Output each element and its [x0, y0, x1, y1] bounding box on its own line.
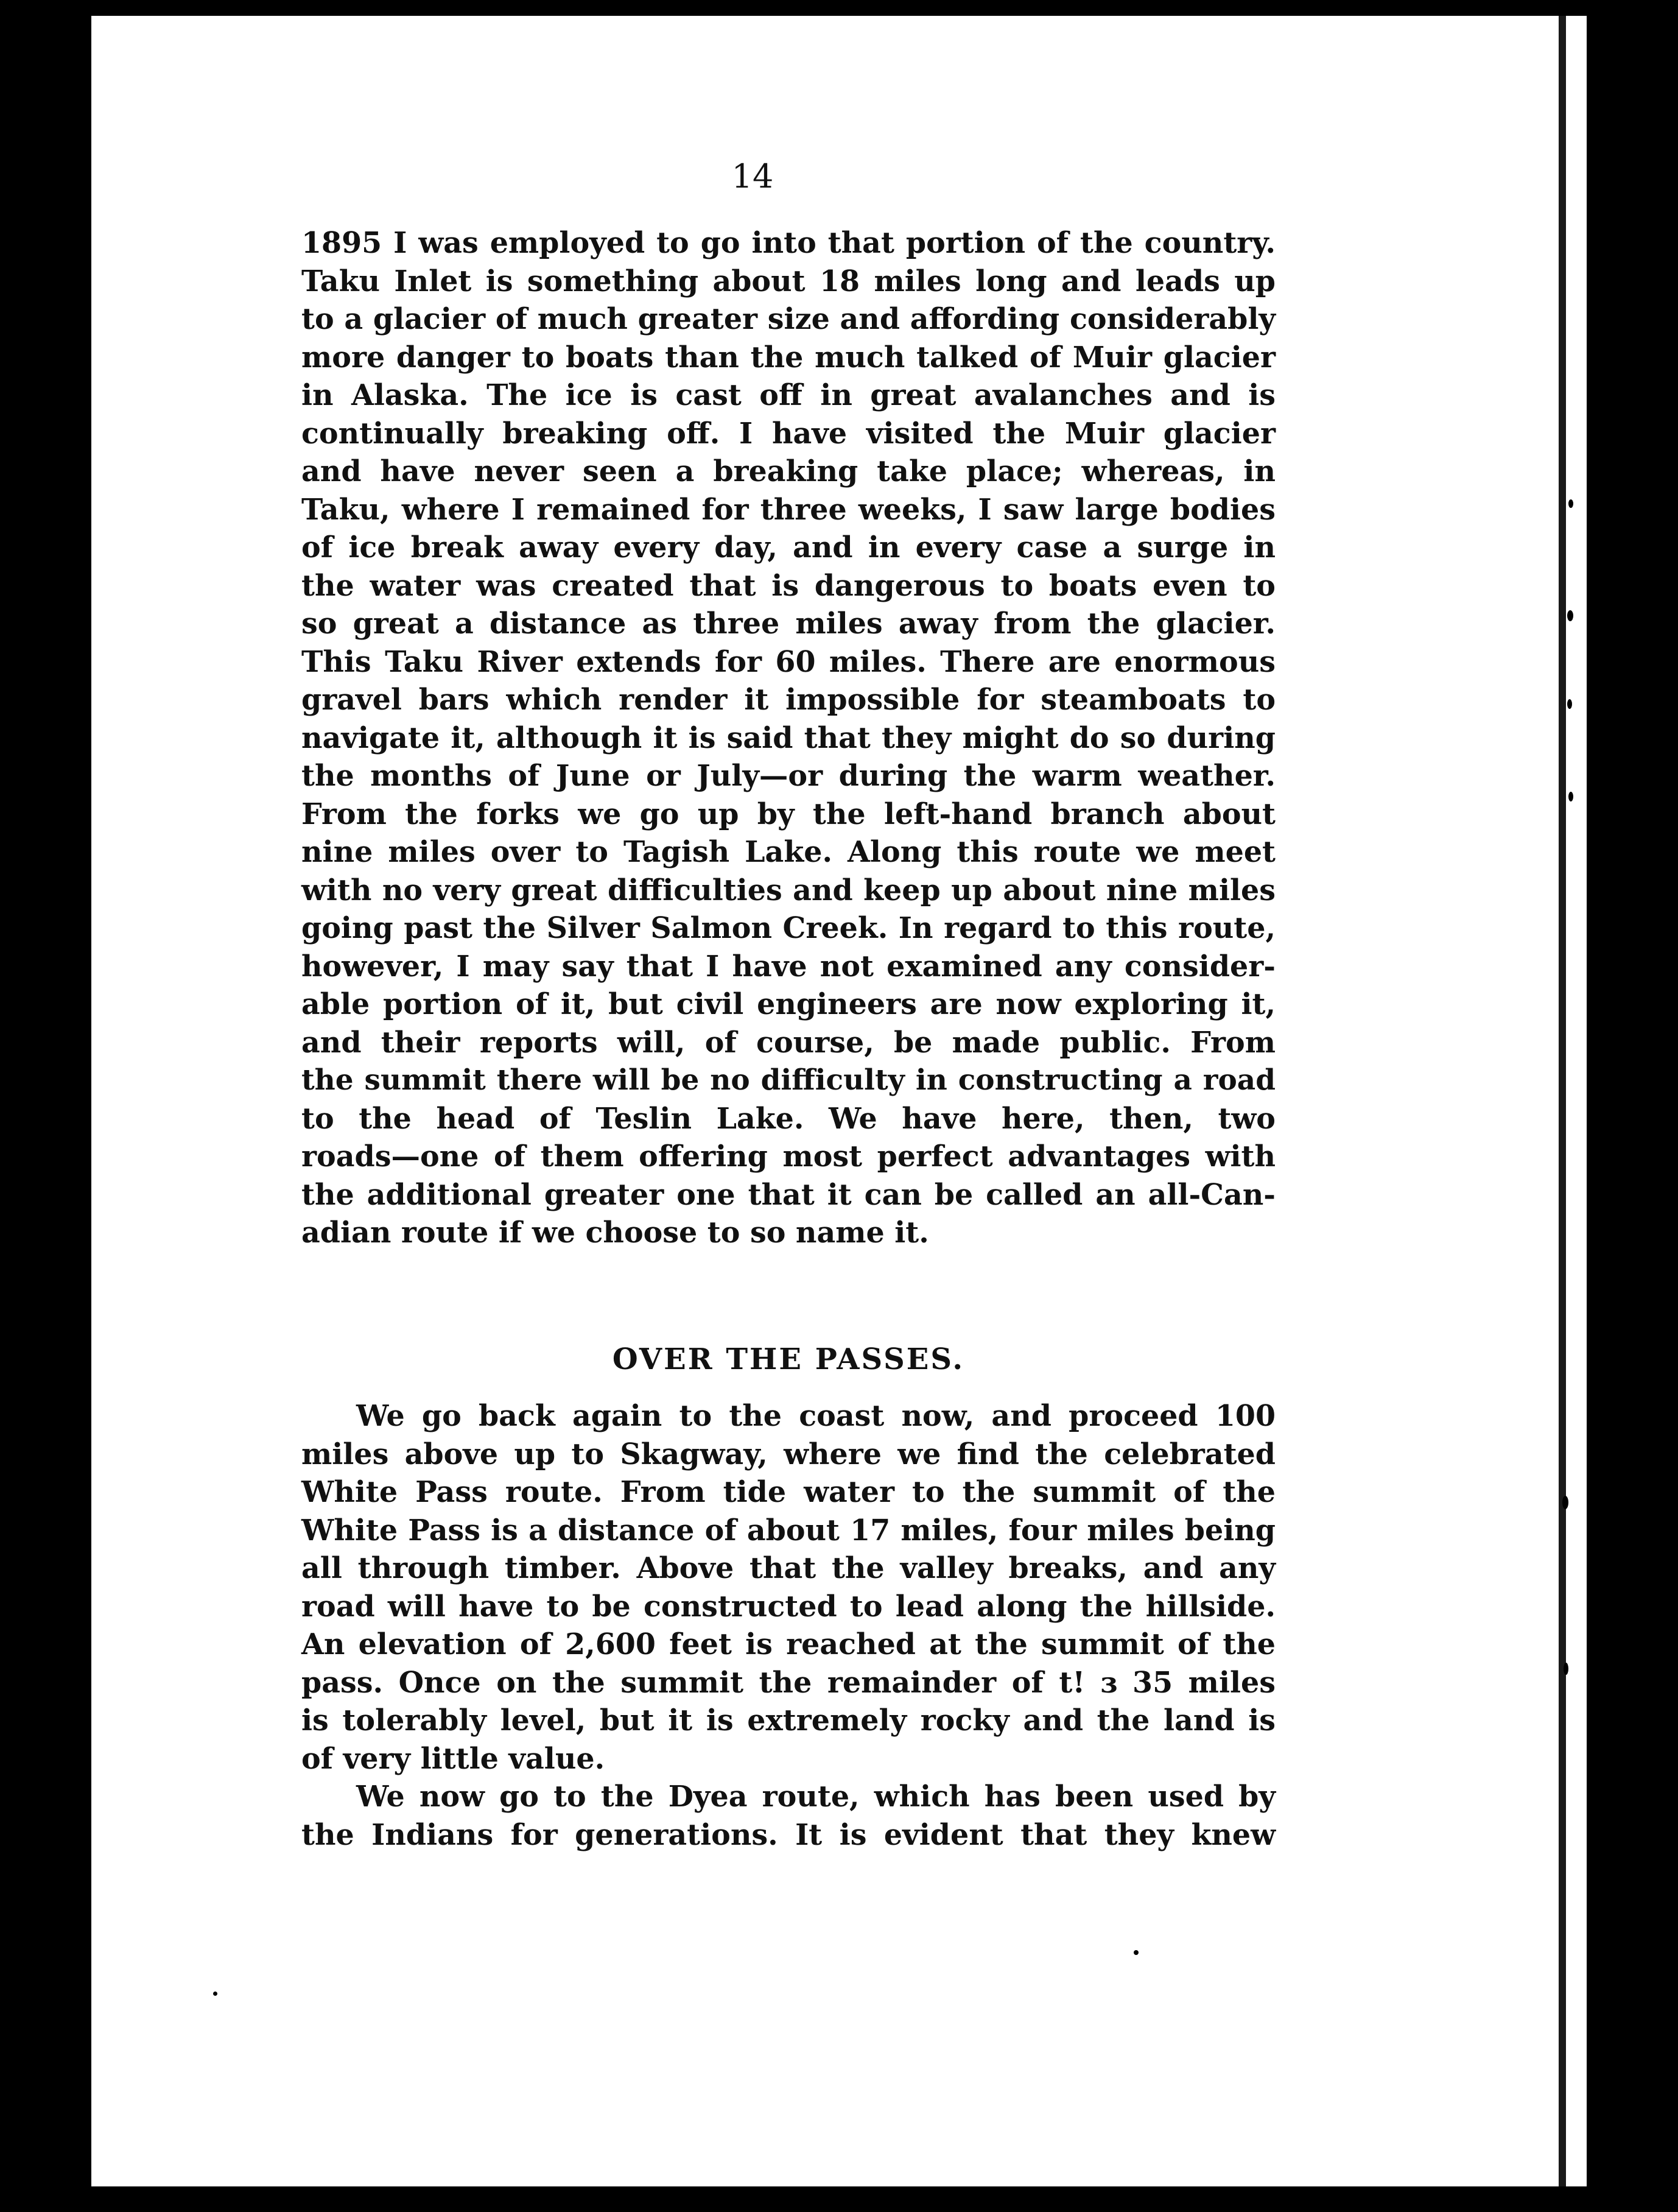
- ink-speck: [213, 1992, 217, 1996]
- page-fold-shadow: [1559, 16, 1566, 2186]
- text-line: This Taku River extends for 60 miles. There are enormous: [301, 644, 1276, 679]
- paragraph-white-pass: [301, 1397, 1276, 1854]
- section-heading: OVER THE PASSES.: [612, 1342, 965, 1376]
- text-line: miles above up to Skagway, where we find the celebrated: [301, 1437, 1276, 1471]
- text-line: We go back again to the coast now, and proceed 100: [356, 1399, 1276, 1433]
- ink-speck: [1562, 1496, 1568, 1509]
- page-number: 14: [731, 157, 774, 195]
- text-line: going past the Silver Salmon Creek. In regard to this route,: [301, 911, 1276, 945]
- text-line: the water was created that is dangerous to boats even to: [301, 568, 1276, 603]
- text-line: with no very great difficulties and keep up about nine miles: [301, 873, 1276, 907]
- text-line: roads—one of them offering most perfect advantages with: [301, 1139, 1276, 1174]
- text-line: White Pass is a distance of about 17 miles, four miles being: [301, 1513, 1276, 1548]
- text-line: however, I may say that I have not examined any consider-: [301, 949, 1276, 984]
- text-line: Taku Inlet is something about 18 miles long and leads up: [301, 264, 1276, 298]
- ink-speck: [1567, 699, 1572, 709]
- text-line: adian route if we choose to so name it.: [301, 1216, 929, 1250]
- text-line: gravel bars which render it impossible for steamboats to: [301, 683, 1276, 717]
- text-line: White Pass route. From tide water to the summit of the: [301, 1475, 1276, 1509]
- text-line: the summit there will be no difficulty in constructing a road: [301, 1063, 1276, 1097]
- scan-border-left: [0, 0, 91, 2212]
- text-line: so great a distance as three miles away from the glacier.: [301, 607, 1276, 641]
- scan-border-right: [1587, 0, 1678, 2212]
- text-line: able portion of it, but civil engineers are now exploring it,: [301, 987, 1276, 1021]
- text-line: the months of June or July—or during the warm weather.: [301, 759, 1276, 793]
- text-line: in Alaska. The ice is cast off in great avalanches and is: [301, 378, 1276, 412]
- text-line: more danger to boats than the much talked of Muir glacier: [301, 340, 1276, 375]
- text-line: is tolerably level, but it is extremely rocky and the land is: [301, 1703, 1276, 1738]
- ink-speck: [1568, 499, 1573, 508]
- text-line: pass. Once on the summit the remainder of t! ɜ 35 miles: [301, 1665, 1276, 1700]
- text-line: continually breaking off. I have visited the Muir glacier: [301, 416, 1276, 451]
- scan-border-bottom: [0, 2186, 1678, 2212]
- text-line: to the head of Teslin Lake. We have here, then, two: [301, 1101, 1276, 1136]
- text-line: Taku, where I remained for three weeks, I saw large bodies: [301, 492, 1276, 527]
- scan-border-top: [0, 0, 1678, 16]
- paragraph-continuation: [301, 224, 1276, 1252]
- text-line: of very little value.: [301, 1741, 605, 1776]
- text-line: and their reports will, of course, be made public. From: [301, 1025, 1276, 1060]
- text-line: 1895 I was employed to go into that portion of the country.: [301, 226, 1276, 260]
- ink-speck: [1568, 792, 1573, 801]
- ink-speck: [1564, 1663, 1568, 1675]
- text-line: From the forks we go up by the left-hand branch about: [301, 797, 1276, 831]
- text-line: An elevation of 2,600 feet is reached at the summit of the: [301, 1627, 1276, 1661]
- text-line: road will have to be constructed to lead along the hillside.: [301, 1589, 1276, 1624]
- text-line: to a glacier of much greater size and affording considerably: [301, 302, 1276, 336]
- text-line: and have never seen a breaking take place; whereas, in: [301, 454, 1276, 488]
- text-line: We now go to the Dyea route, which has been used by: [356, 1780, 1276, 1814]
- text-line: the Indians for generations. It is evident that they knew: [301, 1817, 1276, 1852]
- text-line: nine miles over to Tagish Lake. Along this route we meet: [301, 835, 1276, 869]
- adjacent-page-edge: [1566, 16, 1587, 2186]
- text-line: the additional greater one that it can be called an all-Can-: [301, 1177, 1276, 1212]
- ink-speck: [1567, 610, 1573, 621]
- text-line: all through timber. Above that the valley breaks, and any: [301, 1551, 1276, 1585]
- text-line: of ice break away every day, and in every case a surge in: [301, 530, 1276, 565]
- text-line: navigate it, although it is said that they might do so during: [301, 720, 1276, 755]
- ink-speck: [1134, 1950, 1139, 1955]
